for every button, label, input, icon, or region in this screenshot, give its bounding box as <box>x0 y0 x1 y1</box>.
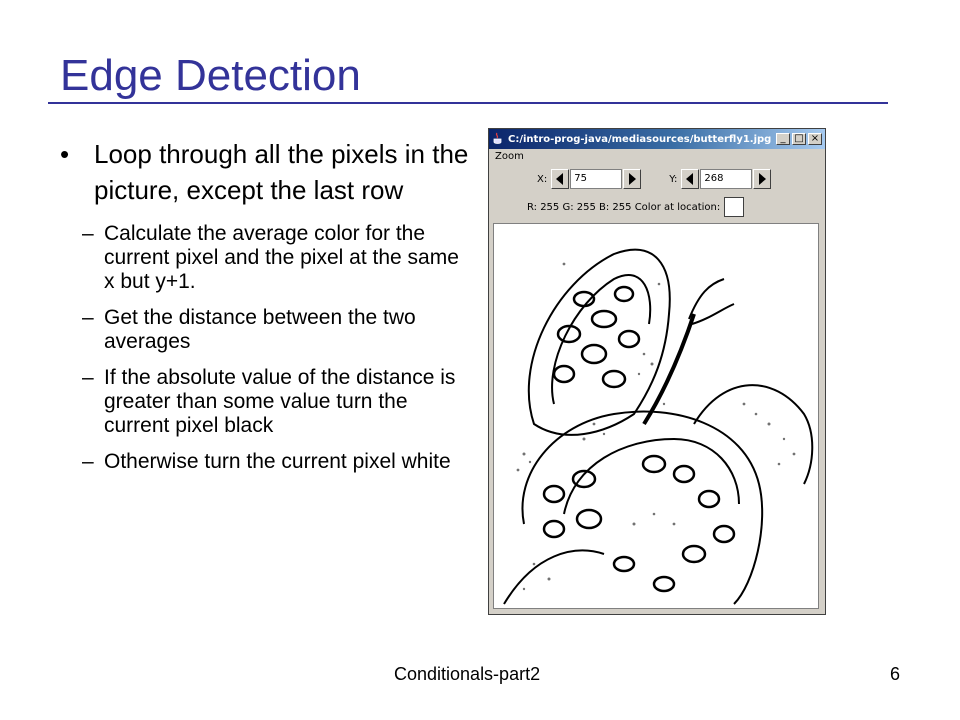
title-underline <box>48 102 888 104</box>
coordinate-controls <box>489 165 825 189</box>
x-increment-button[interactable] <box>623 169 641 189</box>
minimize-button[interactable]: _ <box>776 133 790 145</box>
java-cup-icon <box>492 132 504 146</box>
menu-bar <box>489 149 825 165</box>
bullet-list <box>60 136 470 486</box>
y-decrement-button[interactable] <box>681 169 699 189</box>
arrow-right-icon <box>758 173 766 185</box>
bullet-item <box>60 136 470 474</box>
x-decrement-button[interactable] <box>551 169 569 189</box>
sub-bullet-list <box>94 222 470 474</box>
slide-title: Edge Detection <box>60 51 361 100</box>
sub-bullet-item: – Get the distance between the two averages <box>62 306 470 354</box>
menu-zoom[interactable]: Zoom <box>495 151 524 162</box>
x-label: X: <box>537 173 548 185</box>
sub-bullet-item: – Calculate the average color for the current pixel and the pixel at the same x but y+1. <box>62 222 470 294</box>
arrow-left-icon <box>686 173 694 185</box>
y-increment-button[interactable] <box>753 169 771 189</box>
color-info-text: R: 255 G: 255 B: 255 Color at location: <box>527 201 721 213</box>
picture-explorer-window <box>488 128 826 615</box>
sub-bullet-item: – Otherwise turn the current pixel white <box>62 450 470 474</box>
maximize-button[interactable]: □ <box>792 133 806 145</box>
arrow-left-icon <box>556 173 564 185</box>
slide-footer: Conditionals-part2 <box>394 664 541 684</box>
color-info-row <box>489 189 825 217</box>
window-titlebar[interactable] <box>489 129 825 149</box>
x-input[interactable]: 75 <box>570 169 622 189</box>
sub-bullet-item: – If the absolute value of the distance is greater than some value turn the current pixel black <box>62 366 470 438</box>
window-title: C:/intro-prog-java/mediasources/butterfly1.jpg <box>508 133 772 145</box>
bullet-text: Loop through all the pixels in the picture, except the last row <box>94 139 469 205</box>
close-button[interactable]: × <box>808 133 822 145</box>
y-input[interactable]: 268 <box>700 169 752 189</box>
arrow-right-icon <box>628 173 636 185</box>
slide-page-number: 6 <box>890 664 901 684</box>
butterfly-edge-drawing <box>494 224 818 608</box>
color-swatch <box>724 197 744 217</box>
edge-detected-butterfly-image[interactable] <box>493 223 819 609</box>
y-label: Y: <box>669 173 678 185</box>
